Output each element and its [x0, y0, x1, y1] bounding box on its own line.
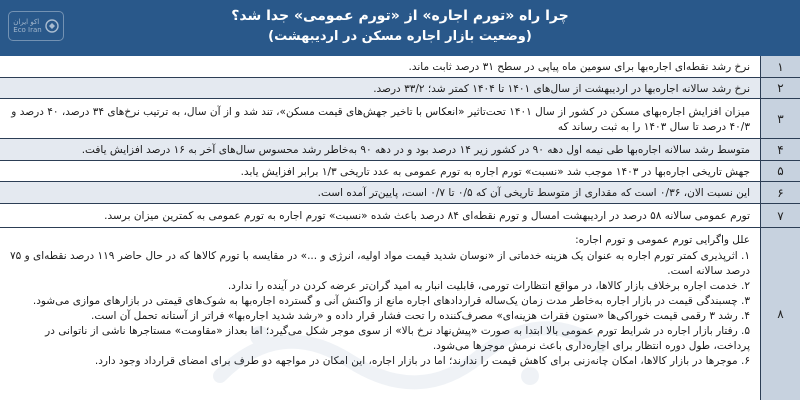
- causes-heading: علل واگرایی تورم عمومی و تورم اجاره:: [575, 234, 750, 246]
- row-number: ۸: [760, 228, 800, 400]
- row-text: این نسبت الان، ۰/۳۶ است که مقداری از متوسط تاریخی آن که ۰/۵ تا ۰/۷ است، پایین‌تر آمده است.: [0, 182, 760, 203]
- row-text: نرخ رشد نقطه‌ای اجاره‌بها برای سومین ماه پیاپی در سطح ۳۱ درصد ثابت ماند.: [408, 61, 750, 73]
- row-text: متوسط رشد سالانه اجاره‌بها طی نیمه اول دهه ۹۰ در کشور زیر ۱۴ درصد بود و در دهه ۹۰ به‌خاطر رشد محسوس سال‌های آخر به ۱۶ درصد افزایش یافت.: [0, 139, 760, 160]
- logo-mark-icon: [45, 19, 59, 33]
- divergence-causes: [0, 228, 760, 400]
- logo-text-fa: اکو ایران: [13, 18, 40, 26]
- page-title: چرا راه «تورم اجاره» از «تورم عمومی» جدا شد؟: [231, 8, 569, 24]
- page-subtitle: (وضعیت بازار اجاره مسکن در اردیبهشت): [268, 29, 532, 44]
- row-number: ۲: [760, 78, 800, 98]
- cause-item: ۵. رفتار بازار اجاره در شرایط تورم عمومی بالا ابتدا به صورت «پیش‌نهاد نرخ بالا» از سوی موجر شکل می‌گیرد؛ اما بعداز «مقاومت» مستاجرها ناشی از ناتوانی در پرداخت، طول دوره انتظار برای اجاره‌داری باعث نرمش موجرها می‌شود.: [45, 325, 750, 352]
- table-row: [0, 182, 800, 204]
- row-number: ۱: [760, 56, 800, 77]
- table-row: [0, 139, 800, 161]
- row-text: میزان افزایش اجاره‌بهای مسکن در کشور از سال ۱۴۰۱ تحت‌تاثیر «انعکاس با تاخیر جهش‌های قیمت مسکن»، تند شد و از آن سال، به ترتیب نرخ‌های ۳۴ درصد، ۴۰ درصد و ۴۰/۳ درصد تا سال ۱۴۰۳ را به ثبت رساند که: [11, 105, 750, 133]
- cause-item: ۱. اثرپذیری کمتر تورم اجاره به عنوان یک هزینه خدماتی از «نوسان شدید قیمت مواد اولیه، انرژی و ...» در مقایسه با تورم کالاها که در حال حاضر ۱۱۹ درصد نقطه‌ای و ۷۵ درصد سالانه است.: [10, 250, 750, 277]
- table-row: [0, 204, 800, 228]
- row-number: ۷: [760, 204, 800, 227]
- row-text: تورم عمومی سالانه ۵۸ درصد در اردیبهشت امسال و تورم نقطه‌ای ۸۴ درصد باعث شده «نسبت» تورم اجاره به تورم عمومی به کمترین میزان برسد.: [104, 210, 750, 222]
- row-number: ۳: [760, 99, 800, 138]
- row-number: ۴: [760, 139, 800, 160]
- table-row: [0, 99, 800, 139]
- cause-item: ۴. رشد ۳ رقمی قیمت خوراکی‌ها «ستون فقرات هزینه‌ای» مصرف‌کننده را تحت فشار قرار داده و «رشد شدید اجاره‌بها» فراتر از آستانه تحمل آن است.: [91, 310, 750, 322]
- header-bar: [0, 0, 800, 56]
- logo-text-en: Eco Iran: [13, 26, 42, 34]
- row-text: نرخ رشد سالانه اجاره‌بها در اردیبهشت از سال‌های ۱۴۰۱ تا ۱۴۰۴ کمتر شد؛ ۳۳/۲ درصد.: [0, 78, 760, 98]
- table-row: [0, 78, 800, 99]
- cause-item: ۲. خدمت اجاره برخلاف بازار کالاها، در مواقع انتظارات تورمی، قابلیت انبار به امید گران‌تر عرضه کردن در آینده را ندارد.: [227, 280, 750, 292]
- table-row: [0, 161, 800, 182]
- logo: [8, 11, 64, 41]
- cause-item: ۶. موجرها در بازار کالاها، امکان چانه‌زنی برای کاهش قیمت را ندارند؛ اما در بازار اجاره، این امکان در مواجهه دو طرف برای امضای قرارداد وجود دارد.: [94, 355, 750, 367]
- table-row: [0, 228, 800, 400]
- row-number: ۵: [760, 161, 800, 181]
- cause-item: ۳. چسبندگی قیمت در بازار اجاره به‌خاطر مدت زمان یک‌ساله قراردادهای اجاره مانع از واکنش آنی و گسترده اجاره‌بها به شوک‌های قیمتی در بازارهای موازی می‌شود.: [32, 295, 750, 307]
- row-number: ۶: [760, 182, 800, 203]
- row-text: جهش تاریخی اجاره‌بها در ۱۴۰۳ موجب شد «نسبت» تورم اجاره به تورم عمومی به عدد تاریخی ۱/۳ برابر افزایش یابد.: [240, 165, 750, 178]
- summary-table: [0, 56, 800, 400]
- table-row: [0, 56, 800, 78]
